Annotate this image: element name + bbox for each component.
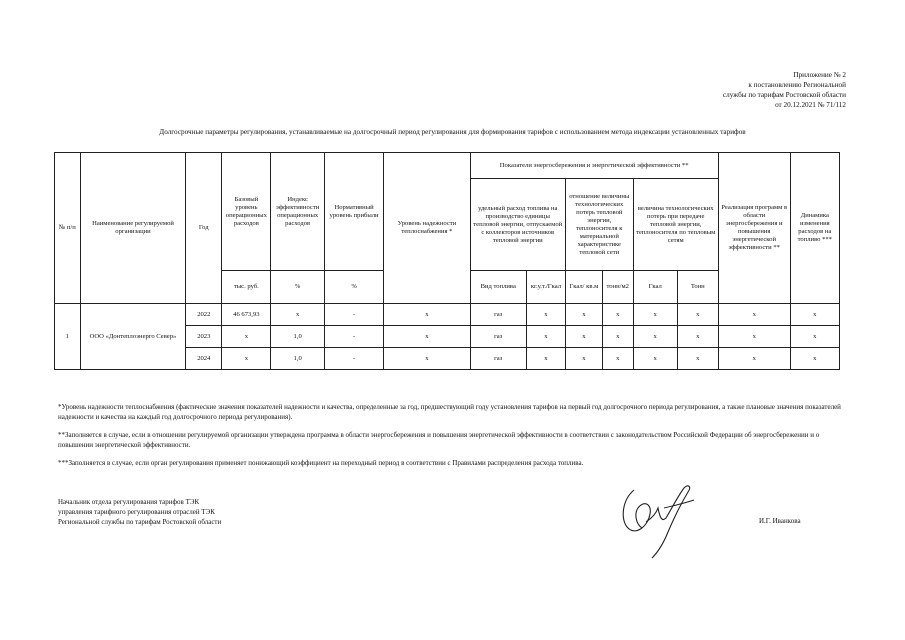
- footnote-fuel-dynamics: ***Заполняется в случае, если орган регулирования применяет понижающий коэффициент на переходный период в соответствии с Правилами распределения расхода топлива.: [58, 459, 584, 467]
- cell-ton-m2: х: [602, 348, 633, 370]
- cell-fuel: газ: [470, 348, 526, 370]
- unit-tons: Тонн: [677, 271, 718, 304]
- header-year: Год: [186, 153, 222, 304]
- cell-dynamics: х: [790, 326, 839, 348]
- signatory-line: Начальник отдела регулирования тарифов ТЭК: [58, 498, 200, 506]
- org-num: 1: [55, 304, 81, 370]
- header-loss-value: величина технологических потерь при передаче тепловой энергии, теплоносителя по тепловым сетям: [633, 179, 718, 271]
- cell-ton-m2: х: [602, 304, 633, 326]
- unit-base: тыс. руб.: [222, 271, 271, 304]
- signatory-name: И.Г. Иванкова: [759, 517, 801, 525]
- cell-ton-m2: х: [602, 326, 633, 348]
- appendix-block: [586, 70, 846, 110]
- unit-index: %: [271, 271, 324, 304]
- cell-program: х: [718, 304, 790, 326]
- cell-profit: -: [324, 326, 384, 348]
- unit-fuel-type: Вид топлива: [470, 271, 526, 304]
- cell-index: 1,0: [271, 326, 324, 348]
- cell-year: 2022: [186, 304, 222, 326]
- cell-reliability: х: [384, 304, 470, 326]
- handwritten-signature: [612, 478, 702, 560]
- cell-base: 46 673,93: [222, 304, 271, 326]
- cell-tons: х: [677, 304, 718, 326]
- header-num: № п/п: [55, 153, 81, 304]
- unit-profit: %: [324, 271, 384, 304]
- cell-tons: х: [677, 348, 718, 370]
- cell-gcal: х: [633, 326, 677, 348]
- cell-fuel-rate: х: [526, 304, 565, 326]
- cell-program: х: [718, 348, 790, 370]
- appendix-line: службы по тарифам Ростовской области: [722, 91, 846, 99]
- header-profit-level: Нормативный уровень прибыли: [324, 153, 384, 271]
- header-base-opex: Базовый уровень операционных расходов: [222, 153, 271, 271]
- cell-tons: х: [677, 326, 718, 348]
- cell-base: х: [222, 348, 271, 370]
- signatory-position: [58, 497, 221, 527]
- header-reliability: Уровень надежности теплоснабжения *: [384, 153, 470, 304]
- cell-profit: -: [324, 304, 384, 326]
- header-program: Реализация программ в области энергосбережения и повышения энергетической эффективности **: [718, 153, 790, 304]
- cell-profit: -: [324, 348, 384, 370]
- appendix-line: к постановлению Региональной: [748, 81, 846, 89]
- cell-gcal: х: [633, 304, 677, 326]
- footnote-energy-program: **Заполняется в случае, если в отношении регулируемой организации утверждена программа в области энергосбережения и повышения энергетической эффективности в соответствии с законодательством Российской Федерации об энергосбережении и о повышении энергетической эффективности.: [58, 431, 820, 449]
- header-energy-group: Показатели энергосбережения и энергетической эффективности **: [470, 153, 718, 179]
- unit-gcal-sqm: Гкал/ кв.м: [565, 271, 602, 304]
- cell-gcal: х: [633, 348, 677, 370]
- cell-dynamics: х: [790, 304, 839, 326]
- cell-fuel: газ: [470, 304, 526, 326]
- parameters-table: [54, 152, 840, 370]
- footnote-reliability: *Уровень надежности теплоснабжения (фактические значения показателей надежности и качества, определенные за год, предшествующий году установления тарифов на первый год долгосрочного периода регулирования, а также плановые значения показателей надежности и качества на каждый год долгосрочного периода регулирования).: [58, 403, 841, 421]
- signatory-line: управления тарифного регулирования отраслей ТЭК: [58, 508, 215, 516]
- appendix-line: от 20.12.2021 № 71/112: [775, 101, 846, 109]
- cell-index: х: [271, 304, 324, 326]
- unit-fuel-rate: кг.у.т./Гкал: [526, 271, 565, 304]
- cell-dynamics: х: [790, 348, 839, 370]
- document-title: Долгосрочные параметры регулирования, устанавливаемые на долгосрочный период регулирования для формирования тарифов с использованием метода индексации установленных тарифов: [159, 128, 746, 136]
- cell-fuel-rate: х: [526, 326, 565, 348]
- header-org: Наименование регулируемой организации: [80, 153, 186, 304]
- cell-reliability: х: [384, 326, 470, 348]
- cell-gcal-sqm: х: [565, 304, 602, 326]
- cell-gcal-sqm: х: [565, 326, 602, 348]
- cell-year: 2023: [186, 326, 222, 348]
- cell-fuel: газ: [470, 326, 526, 348]
- header-loss-ratio: отношение величины технологических потерь тепловой энергии, теплоносителя к материальной характеристике тепловой сети: [565, 179, 633, 271]
- header-efficiency-index: Индекс эффективности операционных расходов: [271, 153, 324, 271]
- table-row: [55, 304, 840, 326]
- header-dynamics: Динамика изменения расходов на топливо ***: [790, 153, 839, 304]
- unit-ton-m2: тонн/м2: [602, 271, 633, 304]
- appendix-line: Приложение № 2: [793, 71, 846, 79]
- header-fuel-rate: удельный расход топлива на производство единицы тепловой энергии, отпускаемой с коллекторов источников тепловой энергии: [470, 179, 565, 271]
- cell-program: х: [718, 326, 790, 348]
- unit-gcal: Гкал: [633, 271, 677, 304]
- cell-reliability: х: [384, 348, 470, 370]
- org-name: ООО «Донтеплоэнерго Север»: [80, 304, 186, 370]
- footnotes: [58, 403, 842, 478]
- signatory-line: Региональной службы по тарифам Ростовской области: [58, 518, 222, 526]
- cell-gcal-sqm: х: [565, 348, 602, 370]
- cell-fuel-rate: х: [526, 348, 565, 370]
- cell-base: х: [222, 326, 271, 348]
- cell-year: 2024: [186, 348, 222, 370]
- cell-index: 1,0: [271, 348, 324, 370]
